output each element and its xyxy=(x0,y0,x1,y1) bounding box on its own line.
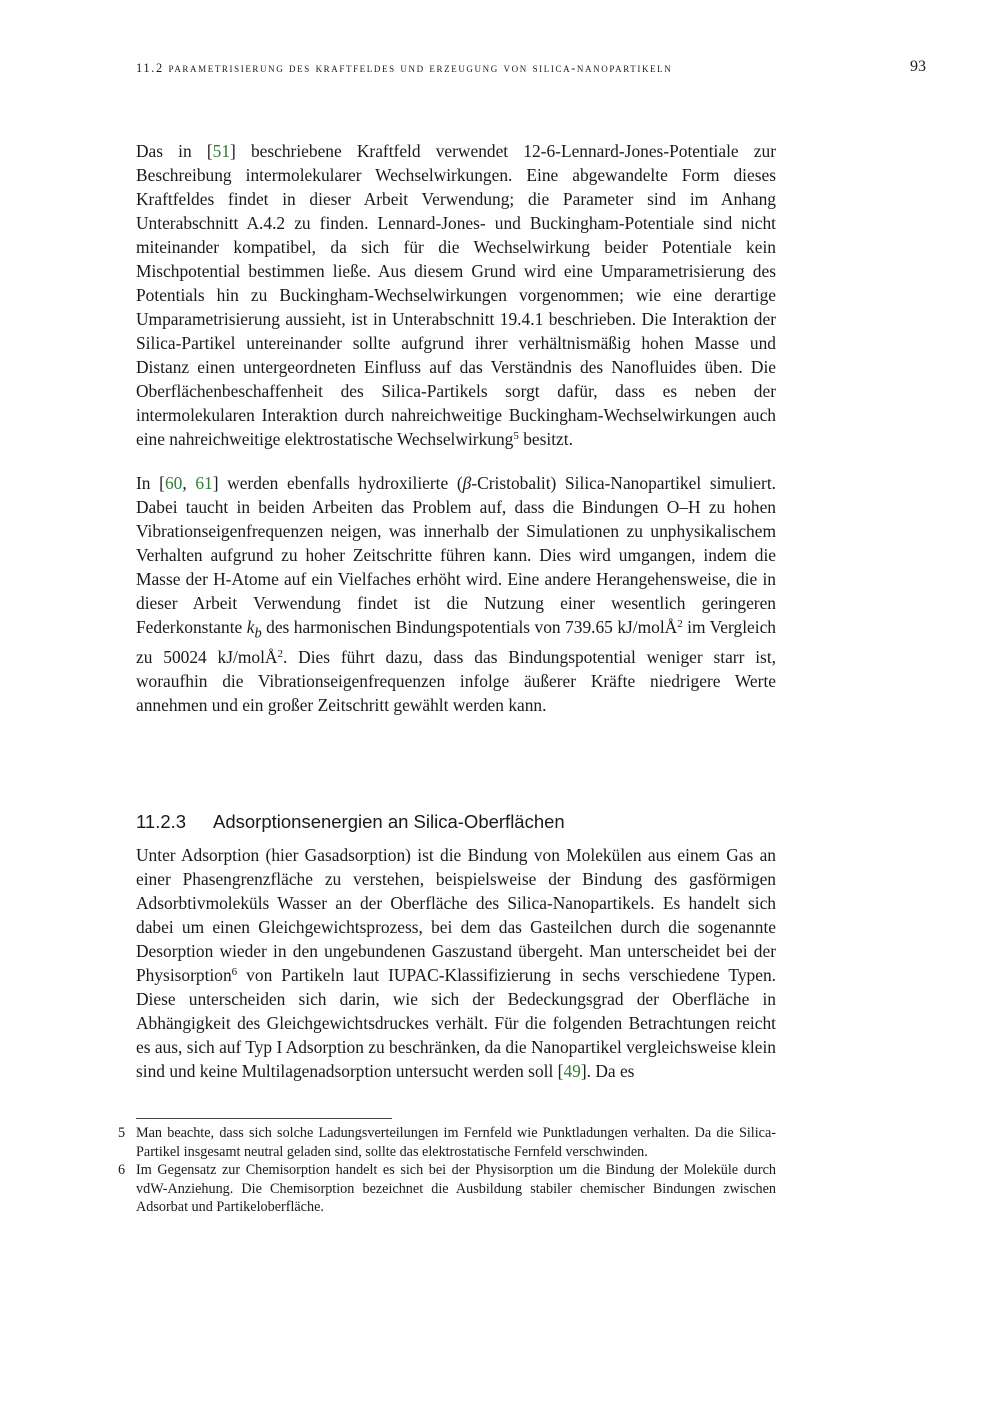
paragraph-force-field xyxy=(136,139,776,451)
body-text-lower xyxy=(136,843,776,1083)
citation-link-61[interactable]: 61 xyxy=(195,473,213,493)
footnote-text: Man beachte, dass sich solche Ladungsverteilungen im Fernfeld wie Punktladungen verhalten. Da die Silica-Partikel insgesamt neutral geladen sind, sollte das elektrostatische Fernfeld verschwinden. xyxy=(136,1125,776,1160)
paragraph-hydroxylated-silica xyxy=(136,471,776,717)
footnote-ref-5[interactable]: 5 xyxy=(513,430,519,442)
text-segment: -Cristobalit) Silica-Nanopartikel simuliert. Dabei taucht in beiden Arbeiten das Problem auf, dass die Bindungen O–H zu hohen Vibrationseigenfrequenzen neigen, was innerhalb der Simulationen zu unphysikalischem Verhalten aufgrund zu hoher Zeitschritte führen kann. Dies wird umgangen, indem die Masse der H-Atome auf ein Vielfaches erhöht wird. Eine andere Herangehensweise, die in dieser Arbeit Verwendung findet ist die Nutzung einer wesentlich geringeren Federkonstante xyxy=(136,473,776,637)
spring-constant-subscript: b xyxy=(254,625,262,642)
text-segment: ] beschriebene Kraftfeld verwendet 12-6-Lennard-Jones-Potentiale zur Beschreibung intermolekularer Wechselwirkungen. Eine abgewandelte Form dieses Kraftfeldes findet in dieser Arbeit Verwendung; die Parameter sind im Anhang Unterabschnitt A.4.2 zu finden. Lennard-Jones- und Buckingham-Potentiale sind nicht miteinander kompatibel, da sich für die Wechselwirkung beider Potentiale kein Mischpotential bestimmen ließe. Aus diesem Grund wird eine Umparametrisierung des Potentials hin zu Buckingham-Wechselwirkungen vorgenommen; wie eine derartige Umparametrisierung aussieht, ist in Unterabschnitt 19.4.1 beschrieben. Die Interaktion der Silica-Partikel untereinander sollte aufgrund ihrer verhältnismäßig hohen Masse und Distanz einen untergeordneten Einfluss auf das Verständnis des Nanofluides üben. Die Oberflächenbeschaffenheit des Silica-Partikels sorgt dafür, dass es neben der intermolekularen Interaktion durch nahreichweitige Buckingham-Wechselwirkungen auch eine nahreichweitige elektrostatische Wechselwirkung xyxy=(136,141,776,449)
footnote-mark: 6 xyxy=(118,1162,126,1178)
footnote-divider xyxy=(136,1118,392,1119)
text-segment: . Dies führt dazu, dass das Bindungspotential weniger starr ist, woraufhin die Vibrationseigenfrequenzen infolge äußerer Kräfte niedrigere Werte annehmen und ein großer Zeitschritt gewählt werden kann. xyxy=(136,647,776,716)
footnote-text: Im Gegensatz zur Chemisorption handelt es sich bei der Physisorption um die Bindung der Moleküle durch vdW-Anziehung. Die Chemisorption bezeichnet die Ausbildung stabiler chemischer Bindungen zwischen Adsorbat und Partikeloberfläche. xyxy=(136,1162,776,1215)
text-segment: im Vergleich zu 50024 kJ/molÅ xyxy=(136,617,776,668)
text-segment: In [ xyxy=(136,473,165,493)
footnote-5 xyxy=(118,1124,776,1161)
text-segment: ] werden ebenfalls hydroxilierte ( xyxy=(212,473,463,493)
exponent: 2 xyxy=(677,618,683,630)
text-segment: ]. Da es xyxy=(580,1061,635,1081)
citation-link-51[interactable]: 51 xyxy=(212,141,231,161)
page-number: 93 xyxy=(910,58,926,75)
text-segment: des harmonischen Bindungspotentials von 739.65 kJ/molÅ xyxy=(261,617,678,637)
running-header xyxy=(136,58,926,82)
running-title: 11.2 parametrisierung des kraftfeldes und erzeugung von silica-nanopartikeln xyxy=(136,61,673,75)
exponent: 2 xyxy=(277,648,283,661)
text-segment: Das in [ xyxy=(136,141,213,161)
body-text-upper xyxy=(136,139,776,717)
text-segment: , xyxy=(182,473,196,493)
paragraph-adsorption xyxy=(136,843,776,1083)
section-number: 11.2.3 xyxy=(136,810,187,832)
text-segment: von Partikeln laut IUPAC-Klassifizierung in sechs verschiedene Typen. Diese unterscheiden sich darin, wie sich der Bedeckungsgrad der Oberfläche in Abhängigkeit des Gleichgewichtsdruckes verhält. Für die folgenden Betrachtungen reicht es aus, sich auf Typ I Adsorption zu beschränken, da die Nanopartikel vergleichsweise klein sind und keine Multilagenadsorption untersucht werden soll [ xyxy=(136,965,776,1081)
text-segment: Unter Adsorption (hier Gasadsorption) ist die Bindung von Molekülen aus einem Gas an einer Phasengrenzfläche zu verstehen, beispielsweise der Bindung des gasförmigen Adsorbtivmoleküls Wasser an der Oberfläche des Silica-Nanopartikels. Es handelt sich dabei um einen Gleichgewichtsprozess, bei dem das Gasteilchen durch die sogenannte Desorption wieder in den ungebundenen Gaszustand übergeht. Man unterscheidet bei der Physisorption xyxy=(136,845,776,985)
citation-link-49[interactable]: 49 xyxy=(563,1061,581,1081)
text-segment: besitzt. xyxy=(518,429,573,449)
section-title: Adsorptionsenergien an Silica-Oberflächen xyxy=(213,810,565,832)
footnotes xyxy=(118,1124,776,1217)
section-heading xyxy=(136,811,776,833)
footnote-mark: 5 xyxy=(118,1125,126,1141)
citation-link-60[interactable]: 60 xyxy=(164,473,183,493)
footnote-ref-6[interactable]: 6 xyxy=(231,966,238,978)
spring-constant-symbol: k xyxy=(246,617,255,637)
footnote-6 xyxy=(118,1161,776,1217)
beta-symbol: β xyxy=(462,473,472,493)
